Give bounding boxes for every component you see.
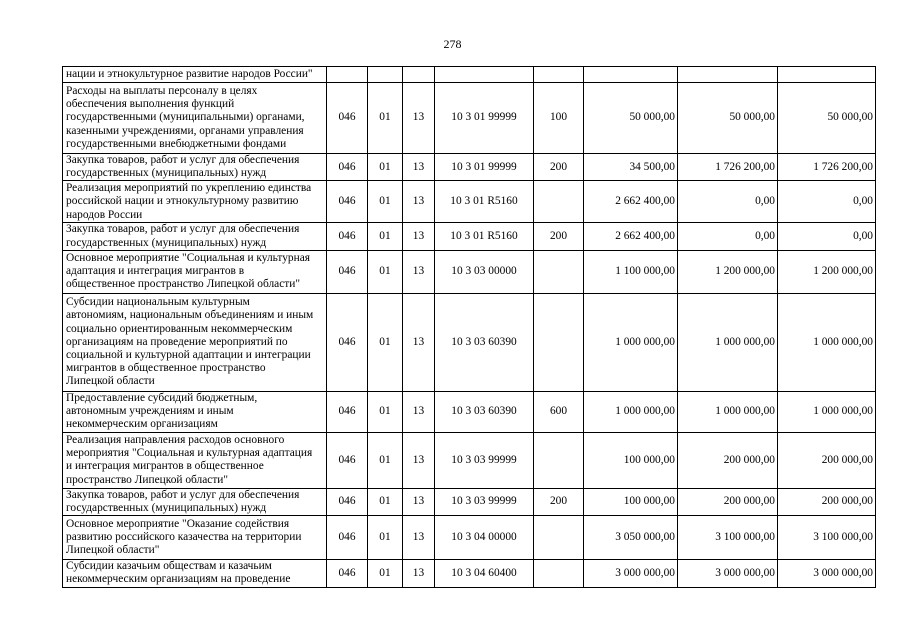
amount-cell-1: 1 000 000,00 [584, 391, 678, 432]
description-cell: Основное мероприятие "Оказание содействия развитию российского казачества на территории Липецкой области" [63, 516, 327, 560]
subsection-code-cell: 13 [403, 488, 435, 515]
section-code-cell: 01 [368, 488, 403, 515]
description-cell: Субсидии казачьим обществам и казачьим некоммерческим организациям на проведение [63, 560, 327, 587]
table-row [63, 67, 876, 83]
department-code-cell: 046 [327, 154, 368, 181]
table-body [63, 67, 876, 588]
table-row [63, 488, 876, 515]
section-code-cell: 01 [368, 83, 403, 154]
description-cell: нации и этнокультурное развитие народов России" [63, 67, 327, 83]
target-item-code-cell: 10 3 03 60390 [435, 293, 534, 391]
table-row [63, 391, 876, 432]
amount-cell-2: 1 000 000,00 [678, 293, 778, 391]
department-code-cell: 046 [327, 488, 368, 515]
description-cell: Субсидии национальным культурным автономиям, национальным объединениям и иным социально ориентированным некоммерческим организациям на проведение мероприятий по социальной и культурной адаптации и интеграции мигрантов в общественное пространство Липецкой области [63, 293, 327, 391]
amount-cell-2: 1 726 200,00 [678, 154, 778, 181]
description-cell: Основное мероприятие "Социальная и культурная адаптация и интеграция мигрантов в общественное пространство Липецкой области" [63, 250, 327, 293]
amount-cell-3: 0,00 [778, 223, 876, 250]
target-item-code-cell: 10 3 03 60390 [435, 391, 534, 432]
amount-cell-3: 1 000 000,00 [778, 391, 876, 432]
description-cell: Закупка товаров, работ и услуг для обеспечения государственных (муниципальных) нужд [63, 154, 327, 181]
subsection-code-cell: 13 [403, 154, 435, 181]
section-code-cell [368, 67, 403, 83]
amount-cell-1: 3 050 000,00 [584, 516, 678, 560]
amount-cell-1: 100 000,00 [584, 488, 678, 515]
subsection-code-cell: 13 [403, 83, 435, 154]
amount-cell-1: 1 100 000,00 [584, 250, 678, 293]
target-item-code-cell: 10 3 01 R5160 [435, 223, 534, 250]
expense-type-code-cell: 600 [534, 391, 584, 432]
amount-cell-1: 100 000,00 [584, 432, 678, 488]
section-code-cell: 01 [368, 560, 403, 587]
department-code-cell: 046 [327, 83, 368, 154]
table-row [63, 83, 876, 154]
target-item-code-cell: 10 3 04 60400 [435, 560, 534, 587]
amount-cell-2: 1 000 000,00 [678, 391, 778, 432]
amount-cell-2: 200 000,00 [678, 432, 778, 488]
amount-cell-1: 50 000,00 [584, 83, 678, 154]
department-code-cell: 046 [327, 181, 368, 223]
table-row [63, 250, 876, 293]
subsection-code-cell: 13 [403, 432, 435, 488]
amount-cell-2: 50 000,00 [678, 83, 778, 154]
department-code-cell: 046 [327, 250, 368, 293]
subsection-code-cell: 13 [403, 560, 435, 587]
expense-type-code-cell: 200 [534, 488, 584, 515]
expense-type-code-cell [534, 181, 584, 223]
description-cell: Предоставление субсидий бюджетным, автономным учреждениям и иным некоммерческим организациям [63, 391, 327, 432]
amount-cell-2: 3 100 000,00 [678, 516, 778, 560]
amount-cell-1: 3 000 000,00 [584, 560, 678, 587]
amount-cell-2: 0,00 [678, 181, 778, 223]
subsection-code-cell: 13 [403, 223, 435, 250]
subsection-code-cell: 13 [403, 293, 435, 391]
expense-type-code-cell: 100 [534, 83, 584, 154]
expense-type-code-cell [534, 250, 584, 293]
target-item-code-cell: 10 3 03 99999 [435, 432, 534, 488]
expense-type-code-cell [534, 516, 584, 560]
target-item-code-cell: 10 3 03 00000 [435, 250, 534, 293]
subsection-code-cell: 13 [403, 516, 435, 560]
department-code-cell: 046 [327, 560, 368, 587]
expense-type-code-cell [534, 293, 584, 391]
section-code-cell: 01 [368, 432, 403, 488]
department-code-cell: 046 [327, 223, 368, 250]
section-code-cell: 01 [368, 293, 403, 391]
target-item-code-cell: 10 3 01 99999 [435, 154, 534, 181]
section-code-cell: 01 [368, 154, 403, 181]
department-code-cell: 046 [327, 391, 368, 432]
expense-type-code-cell [534, 67, 584, 83]
page-number: 278 [443, 37, 462, 51]
amount-cell-3: 3 100 000,00 [778, 516, 876, 560]
table-row [63, 516, 876, 560]
target-item-code-cell: 10 3 01 99999 [435, 83, 534, 154]
subsection-code-cell: 13 [403, 391, 435, 432]
department-code-cell: 046 [327, 432, 368, 488]
target-item-code-cell: 10 3 04 00000 [435, 516, 534, 560]
department-code-cell [327, 67, 368, 83]
department-code-cell: 046 [327, 293, 368, 391]
amount-cell-2 [678, 67, 778, 83]
amount-cell-3: 200 000,00 [778, 432, 876, 488]
amount-cell-1: 2 662 400,00 [584, 223, 678, 250]
table-row [63, 223, 876, 250]
amount-cell-2: 0,00 [678, 223, 778, 250]
department-code-cell: 046 [327, 516, 368, 560]
amount-cell-1: 2 662 400,00 [584, 181, 678, 223]
amount-cell-3: 50 000,00 [778, 83, 876, 154]
expense-type-code-cell: 200 [534, 154, 584, 181]
table-row [63, 293, 876, 391]
subsection-code-cell: 13 [403, 181, 435, 223]
amount-cell-3: 1 000 000,00 [778, 293, 876, 391]
amount-cell-3: 1 726 200,00 [778, 154, 876, 181]
amount-cell-1: 34 500,00 [584, 154, 678, 181]
amount-cell-3 [778, 67, 876, 83]
amount-cell-1: 1 000 000,00 [584, 293, 678, 391]
section-code-cell: 01 [368, 391, 403, 432]
description-cell: Реализация мероприятий по укреплению единства российской нации и этнокультурному развитию народов России [63, 181, 327, 223]
amount-cell-1 [584, 67, 678, 83]
expense-type-code-cell: 200 [534, 223, 584, 250]
description-cell: Закупка товаров, работ и услуг для обеспечения государственных (муниципальных) нужд [63, 488, 327, 515]
target-item-code-cell: 10 3 01 R5160 [435, 181, 534, 223]
description-cell: Закупка товаров, работ и услуг для обеспечения государственных (муниципальных) нужд [63, 223, 327, 250]
amount-cell-3: 1 200 000,00 [778, 250, 876, 293]
amount-cell-2: 1 200 000,00 [678, 250, 778, 293]
amount-cell-2: 200 000,00 [678, 488, 778, 515]
target-item-code-cell: 10 3 03 99999 [435, 488, 534, 515]
subsection-code-cell: 13 [403, 250, 435, 293]
section-code-cell: 01 [368, 516, 403, 560]
description-cell: Реализация направления расходов основного мероприятия "Социальная и культурная адаптация и интеграция мигрантов в общественное пространство Липецкой области" [63, 432, 327, 488]
target-item-code-cell [435, 67, 534, 83]
table-row [63, 560, 876, 587]
section-code-cell: 01 [368, 223, 403, 250]
description-cell: Расходы на выплаты персоналу в целях обеспечения выполнения функций государственными (муниципальными) органами, казенными учреждениями, органами управления государственными внебюджетными фондами [63, 83, 327, 154]
table-row [63, 432, 876, 488]
amount-cell-3: 200 000,00 [778, 488, 876, 515]
table-row [63, 181, 876, 223]
expense-type-code-cell [534, 432, 584, 488]
section-code-cell: 01 [368, 250, 403, 293]
amount-cell-3: 0,00 [778, 181, 876, 223]
amount-cell-3: 3 000 000,00 [778, 560, 876, 587]
subsection-code-cell [403, 67, 435, 83]
expense-type-code-cell [534, 560, 584, 587]
amount-cell-2: 3 000 000,00 [678, 560, 778, 587]
budget-table [62, 66, 876, 588]
table-row [63, 154, 876, 181]
section-code-cell: 01 [368, 181, 403, 223]
